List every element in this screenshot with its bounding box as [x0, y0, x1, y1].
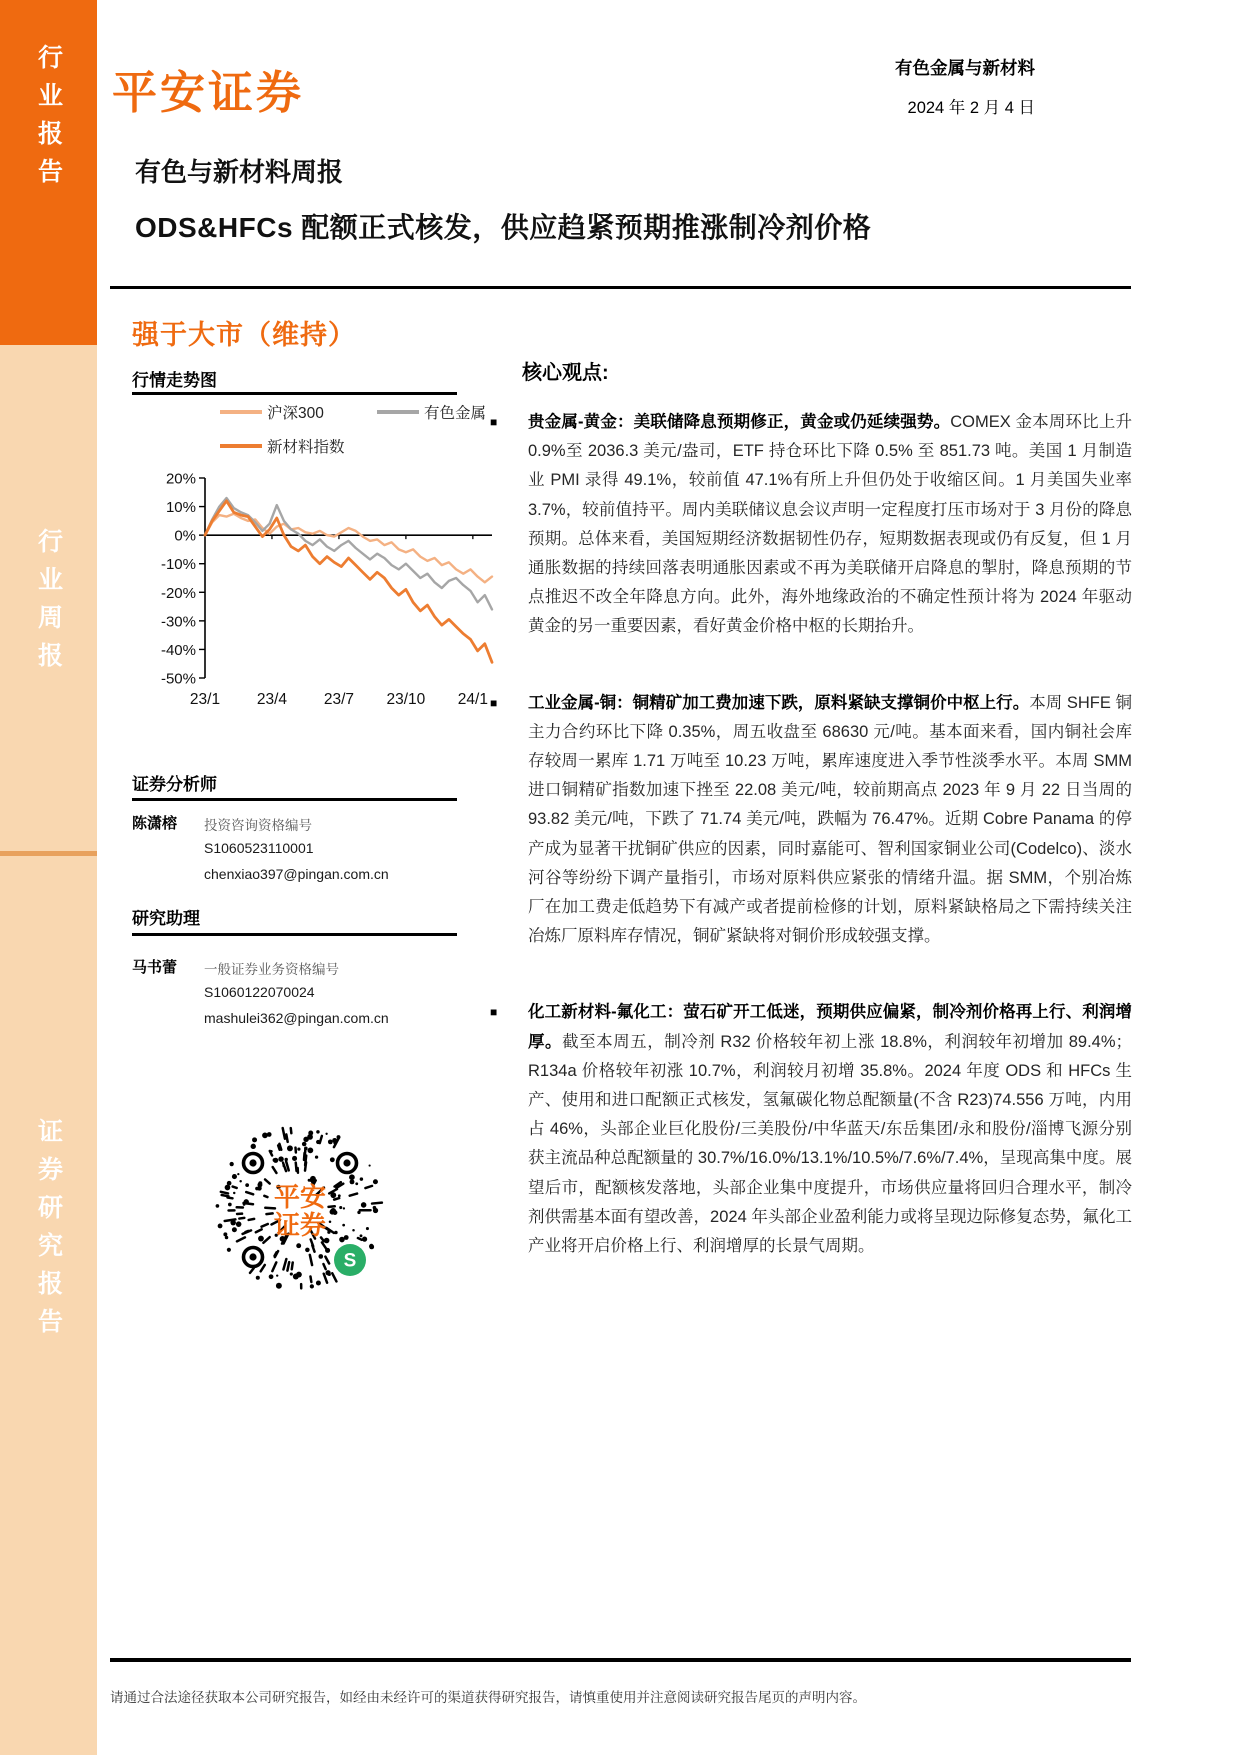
- assistant-section-rule: [132, 933, 457, 936]
- core-viewpoints-heading: 核心观点:: [522, 362, 609, 384]
- assistant-cert-label: 一般证券业务资格编号: [204, 962, 339, 977]
- bullet-gold-lead: 贵金属-黄金：美联储降息预期修正，黄金或仍延续强势。: [528, 413, 951, 431]
- sidebar-label-industry-weekly: 行业周报: [34, 528, 63, 680]
- chart-section-title: 行情走势图: [132, 371, 217, 390]
- header-rule: [110, 286, 1131, 289]
- svg-text:23/4: 23/4: [256, 691, 288, 708]
- svg-text:-50%: -50%: [160, 670, 196, 688]
- svg-text:-40%: -40%: [160, 641, 196, 659]
- rating-badge: 强于大市（维持）: [132, 320, 356, 350]
- bullet-copper-lead: 工业金属-铜：铜精矿加工费加速下跌，原料紧缺支撑铜价中枢上行。: [528, 693, 1030, 712]
- sidebar-divider: [0, 851, 97, 856]
- analyst-section-title: 证券分析师: [132, 775, 217, 794]
- industry-category: 有色金属与新材料: [895, 58, 1035, 78]
- bullet-copper-body: 本周 SHFE 铜主力合约环比下降 0.35%，周五收盘至 68630 元/吨。基本面来看，国内铜社会库存较周一累库 1.71 万吨至 10.23 万吨，累库速度进入季节性淡季水平。本周 SMM 进口铜精矿指数加速下挫至 22.08 美元/吨，较前期高点 2023 年 9 月 22 日当周的 93.82 美元/吨，下跌了 71.74 美元/吨，跌幅为 76.47%。近期 Cobre Panama 的停产成为显著干扰铜矿供应的因素，同时嘉能可、智利国家铜业公司(Codelco)、淡水河谷等纷纷下调产量指引，市场对原料供应紧张的情绪升温。据 SMM，个别冶炼厂在加工费走低趋势下有减产或者提前检修的计划，原料紧缺格局之下需持续关注冶炼厂原料库存情况，铜矿紧缺将对铜价形成较强支撑。: [528, 693, 1132, 946]
- assistant-cert-no: S1060122070024: [204, 984, 315, 1000]
- svg-text:23/7: 23/7: [323, 691, 355, 708]
- bullet-copper: [490, 689, 1132, 952]
- bullet-fluorine: [490, 998, 1132, 1261]
- svg-text:-10%: -10%: [160, 556, 196, 574]
- legend-label-hs300: 沪深300: [267, 405, 324, 422]
- report-date: 2024 年 2 月 4 日: [907, 99, 1035, 117]
- bullet-gold-body: COMEX 金本周环比上升 0.9%至 2036.3 美元/盎司，ETF 持仓环比下降 0.5% 至 851.73 吨。美国 1 月制造业 PMI 录得 49.1%，较前值 47.1%有所上升但仍处于收缩区间。1 月美国失业率 3.7%，较前值持平。周内美联储议息会议声明一定程度打压市场对于 3 月份的降息预期。总体来看，美国短期经济数据韧性仍存，短期数据表现或仍有反复，但 1 月通胀数据的持续回落表明通胀因素或不再为美联储开启降息的掣肘，降息预期的节点推迟不改全年降息方向。此外，海外地缘政治的不确定性预计将为 2024 年驱动黄金的另一重要因素，看好黄金价格中枢的长期抬升。: [528, 413, 1133, 636]
- svg-text:23/10: 23/10: [386, 691, 426, 708]
- report-main-title: ODS&HFCs 配额正式核发，供应趋紧预期推涨制冷剂价格: [135, 212, 872, 243]
- qr-code-graphic: [212, 1122, 388, 1298]
- analyst-cert-no: S1060523110001: [204, 840, 314, 856]
- svg-text:平安: 平安: [273, 1182, 327, 1212]
- bullet-square-icon: ■: [490, 415, 498, 429]
- left-sidebar: [0, 0, 97, 1755]
- svg-text:-30%: -30%: [160, 613, 196, 631]
- svg-text:20%: 20%: [165, 470, 196, 488]
- analyst-email: chenxiao397@pingan.com.cn: [204, 866, 389, 882]
- bullet-copper-text: [528, 689, 1132, 952]
- market-trend-chart: [148, 468, 496, 718]
- analyst-name: 陈潇榕: [132, 815, 178, 832]
- footer-rule: [110, 1658, 1131, 1662]
- nonferrous-line-swatch: [377, 410, 419, 414]
- newmaterial-line-swatch: [220, 444, 262, 448]
- hs300-line-swatch: [220, 410, 262, 414]
- assistant-name: 马书蕾: [132, 959, 178, 976]
- bullet-square-icon: ■: [490, 1005, 498, 1020]
- footer-disclaimer: 请通过合法途径获取本公司研究报告，如经由未经许可的渠道获得研究报告，请慎重使用并注意阅读研究报告尾页的声明内容。: [110, 1690, 866, 1705]
- legend-item-nonferrous: [377, 402, 486, 422]
- core-viewpoints-list: [490, 408, 1132, 1308]
- svg-text:-20%: -20%: [160, 584, 196, 602]
- bullet-fluorine-text: [528, 998, 1132, 1261]
- report-series-title: 有色与新材料周报: [135, 157, 344, 187]
- assistant-section-title: 研究助理: [132, 909, 200, 928]
- svg-text:23/1: 23/1: [189, 691, 221, 708]
- bullet-square-icon: ■: [490, 695, 498, 710]
- pingan-securities-logo: 平安证券: [112, 67, 305, 118]
- legend-label-nonferrous: 有色金属: [424, 405, 487, 422]
- header-right: [895, 55, 1035, 118]
- bullet-gold-text: [528, 408, 1132, 642]
- legend-label-newmaterial: 新材料指数: [267, 439, 345, 456]
- svg-text:0%: 0%: [174, 527, 196, 545]
- assistant-email: mashulei362@pingan.com.cn: [204, 1010, 389, 1026]
- svg-text:24/1: 24/1: [457, 691, 488, 708]
- legend-item-hs300: [220, 402, 324, 422]
- bullet-gold: [490, 408, 1132, 642]
- bullet-fluorine-body: 截至本周五，制冷剂 R32 价格较年初上涨 18.8%，利润较年初增加 89.4%；R134a 价格较年初涨 10.7%，利润较月初增 35.8%。2024 年度 ODS 和 HFCs 生产、使用和进口配额正式核发，氢氟碳化物总配额量(不含 R23)74.556 万吨，内用占 46%，头部企业巨化股份/三美股份/中华蓝天/东岳集团/永和股份/淄博飞源分别获主流品种总配额量的 30.7%/16.0%/13.1%/10.5%/7.6%/7.4%，呈现高集中度。展望后市，配额核发落地，头部企业集中度提升，市场供应量将回归合理水平，制冷剂供需基本面有望改善，2024 年头部企业盈利能力或将呈现边际修复态势，氟化工产业将开启价格上行、利润增厚的长景气周期。: [528, 1032, 1132, 1256]
- legend-item-newmaterial: [220, 436, 345, 456]
- svg-text:证券: 证券: [273, 1210, 327, 1240]
- wechat-qr-code: [212, 1122, 388, 1298]
- sidebar-label-industry-report: 行业报告: [34, 44, 63, 196]
- svg-text:10%: 10%: [165, 499, 196, 517]
- chart-section-rule: [132, 392, 457, 395]
- bullet-fluorine-lead: 化工新材料-氟化工：萤石矿开工低迷，预期供应偏紧，制冷剂价格再上行、利润增厚。: [528, 1003, 1132, 1051]
- sidebar-label-research-report: 证券研究报告: [34, 1118, 63, 1346]
- analyst-cert-label: 投资咨询资格编号: [204, 818, 312, 833]
- svg-text:S: S: [343, 1250, 357, 1272]
- analyst-section-rule: [132, 798, 457, 801]
